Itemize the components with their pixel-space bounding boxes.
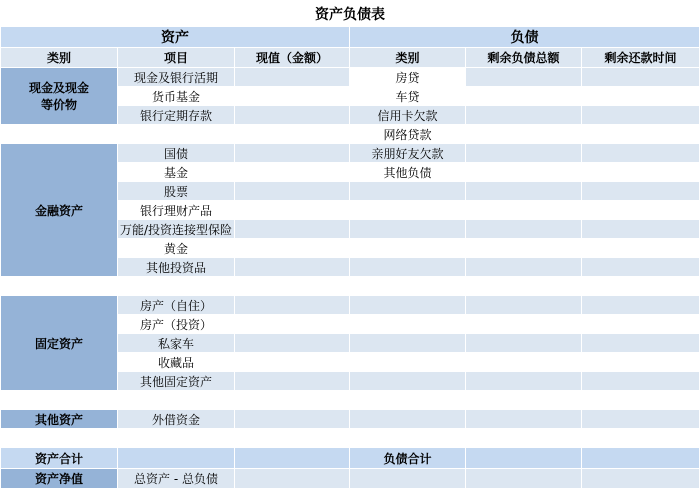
liabilities-total-value[interactable] <box>466 448 582 469</box>
liability-time-header: 剩余还款时间 <box>582 48 699 68</box>
spacer-cell <box>235 429 350 448</box>
asset-item: 万能/投资连接型保险 <box>118 220 235 239</box>
spacer-cell <box>1 391 118 410</box>
spacer-cell <box>118 429 235 448</box>
asset-value-cell[interactable] <box>235 353 350 372</box>
liability-item[interactable] <box>350 334 466 353</box>
asset-value-cell[interactable] <box>235 372 350 391</box>
spacer-cell <box>235 391 350 410</box>
spacer-cell <box>350 277 466 296</box>
liability-item[interactable] <box>350 372 466 391</box>
net-worth-blank <box>582 469 699 489</box>
spacer-cell <box>466 391 582 410</box>
assets-total-blank <box>118 448 235 469</box>
net-worth-formula: 总资产 - 总负债 <box>118 469 235 489</box>
liability-item: 车贷 <box>350 87 466 106</box>
asset-value-cell[interactable] <box>235 106 350 125</box>
asset-value-cell[interactable] <box>235 315 350 334</box>
liability-remaining-cell[interactable] <box>466 182 582 201</box>
liability-time-cell[interactable] <box>582 106 699 125</box>
liability-remaining-cell[interactable] <box>466 334 582 353</box>
asset-value-cell[interactable] <box>235 182 350 201</box>
liability-item[interactable] <box>350 182 466 201</box>
sheet-title: 资产负债表 <box>1 1 699 27</box>
asset-item: 其他投资品 <box>118 258 235 277</box>
liability-time-cell[interactable] <box>582 68 699 87</box>
liability-item[interactable] <box>350 410 466 429</box>
liability-remaining-cell[interactable] <box>466 315 582 334</box>
asset-item: 股票 <box>118 182 235 201</box>
liability-item[interactable] <box>350 296 466 315</box>
asset-value-cell[interactable] <box>235 296 350 315</box>
assets-total-value[interactable] <box>235 448 350 469</box>
asset-item: 国债 <box>118 144 235 163</box>
liability-time-cell[interactable] <box>582 296 699 315</box>
asset-value-cell[interactable] <box>235 87 350 106</box>
asset-category-header: 类别 <box>1 48 118 68</box>
liability-time-cell[interactable] <box>582 125 699 144</box>
asset-item: 黄金 <box>118 239 235 258</box>
liability-remaining-cell[interactable] <box>466 353 582 372</box>
liabilities-total-label: 负债合计 <box>350 448 466 469</box>
spacer-cell <box>118 391 235 410</box>
category-cash-line2: 等价物 <box>41 98 77 112</box>
asset-value-cell[interactable] <box>235 68 350 87</box>
spacer-cell <box>350 429 466 448</box>
liability-time-cell[interactable] <box>582 372 699 391</box>
category-fixed: 固定资产 <box>1 296 118 391</box>
liability-item[interactable] <box>350 220 466 239</box>
asset-item: 房产（投资） <box>118 315 235 334</box>
liability-remaining-cell[interactable] <box>466 372 582 391</box>
asset-item: 收藏品 <box>118 353 235 372</box>
liability-time-cell[interactable] <box>582 334 699 353</box>
liability-item: 信用卡欠款 <box>350 106 466 125</box>
liability-remaining-cell[interactable] <box>466 144 582 163</box>
liability-remaining-cell[interactable] <box>466 106 582 125</box>
net-worth-blank <box>466 469 582 489</box>
liability-time-cell[interactable] <box>582 239 699 258</box>
asset-value-cell[interactable] <box>235 410 350 429</box>
liability-time-cell[interactable] <box>582 353 699 372</box>
liability-time-cell[interactable] <box>582 220 699 239</box>
spacer-cell <box>466 277 582 296</box>
liability-item[interactable] <box>350 315 466 334</box>
liability-item: 网络贷款 <box>350 125 466 144</box>
asset-value-cell[interactable] <box>235 334 350 353</box>
asset-item: 基金 <box>118 163 235 182</box>
asset-value-header: 现值（金额） <box>235 48 350 68</box>
spacer-cell <box>118 277 235 296</box>
asset-item: 外借资金 <box>118 410 235 429</box>
asset-value-cell[interactable] <box>235 258 350 277</box>
liability-remaining-cell[interactable] <box>466 410 582 429</box>
liability-category-header: 类别 <box>350 48 466 68</box>
spacer-cell <box>1 125 118 144</box>
liability-time-cell[interactable] <box>582 144 699 163</box>
liability-item[interactable] <box>350 353 466 372</box>
liabilities-total-time[interactable] <box>582 448 699 469</box>
spacer-cell <box>235 277 350 296</box>
category-financial: 金融资产 <box>1 144 118 277</box>
liability-time-cell[interactable] <box>582 163 699 182</box>
spacer-cell <box>1 429 118 448</box>
liability-item[interactable] <box>350 239 466 258</box>
liabilities-section-header: 负债 <box>350 27 699 48</box>
asset-value-cell[interactable] <box>235 239 350 258</box>
spacer-cell <box>235 125 350 144</box>
asset-item: 其他固定资产 <box>118 372 235 391</box>
category-cash-line1: 现金及现金 <box>29 81 89 95</box>
spacer-cell <box>350 391 466 410</box>
spacer-cell <box>1 277 118 296</box>
asset-item: 银行理财产品 <box>118 201 235 220</box>
liability-item: 亲朋好友欠款 <box>350 144 466 163</box>
liability-remaining-cell[interactable] <box>466 296 582 315</box>
asset-value-cell[interactable] <box>235 144 350 163</box>
assets-section-header: 资产 <box>1 27 350 48</box>
spacer-cell <box>466 429 582 448</box>
asset-value-cell[interactable] <box>235 201 350 220</box>
liability-time-cell[interactable] <box>582 182 699 201</box>
liability-remaining-cell[interactable] <box>466 220 582 239</box>
asset-item: 私家车 <box>118 334 235 353</box>
asset-value-cell[interactable] <box>235 163 350 182</box>
asset-value-cell[interactable] <box>235 220 350 239</box>
category-cash <box>1 68 118 125</box>
net-worth-label: 资产净值 <box>1 469 118 489</box>
spacer-cell <box>118 125 235 144</box>
liability-time-cell[interactable] <box>582 315 699 334</box>
spacer-cell <box>582 277 699 296</box>
net-worth-value[interactable] <box>235 469 350 489</box>
liability-remaining-cell[interactable] <box>466 201 582 220</box>
asset-item: 现金及银行活期 <box>118 68 235 87</box>
asset-item: 银行定期存款 <box>118 106 235 125</box>
asset-item: 房产（自住） <box>118 296 235 315</box>
liability-item: 房贷 <box>350 68 466 87</box>
liability-time-cell[interactable] <box>582 201 699 220</box>
asset-item-header: 项目 <box>118 48 235 68</box>
liability-remaining-cell[interactable] <box>466 68 582 87</box>
liability-item[interactable] <box>350 201 466 220</box>
liability-remaining-cell[interactable] <box>466 163 582 182</box>
assets-total-label: 资产合计 <box>1 448 118 469</box>
liability-time-cell[interactable] <box>582 410 699 429</box>
liability-item: 其他负债 <box>350 163 466 182</box>
net-worth-blank <box>350 469 466 489</box>
liability-item[interactable] <box>350 258 466 277</box>
spacer-cell <box>582 429 699 448</box>
spacer-cell <box>582 391 699 410</box>
liability-remaining-cell[interactable] <box>466 125 582 144</box>
liability-time-cell[interactable] <box>582 258 699 277</box>
liability-time-cell[interactable] <box>582 87 699 106</box>
liability-remaining-cell[interactable] <box>466 87 582 106</box>
category-other: 其他资产 <box>1 410 118 429</box>
liability-remaining-cell[interactable] <box>466 258 582 277</box>
asset-item: 货币基金 <box>118 87 235 106</box>
liability-remaining-header: 剩余负债总额 <box>466 48 582 68</box>
liability-remaining-cell[interactable] <box>466 239 582 258</box>
